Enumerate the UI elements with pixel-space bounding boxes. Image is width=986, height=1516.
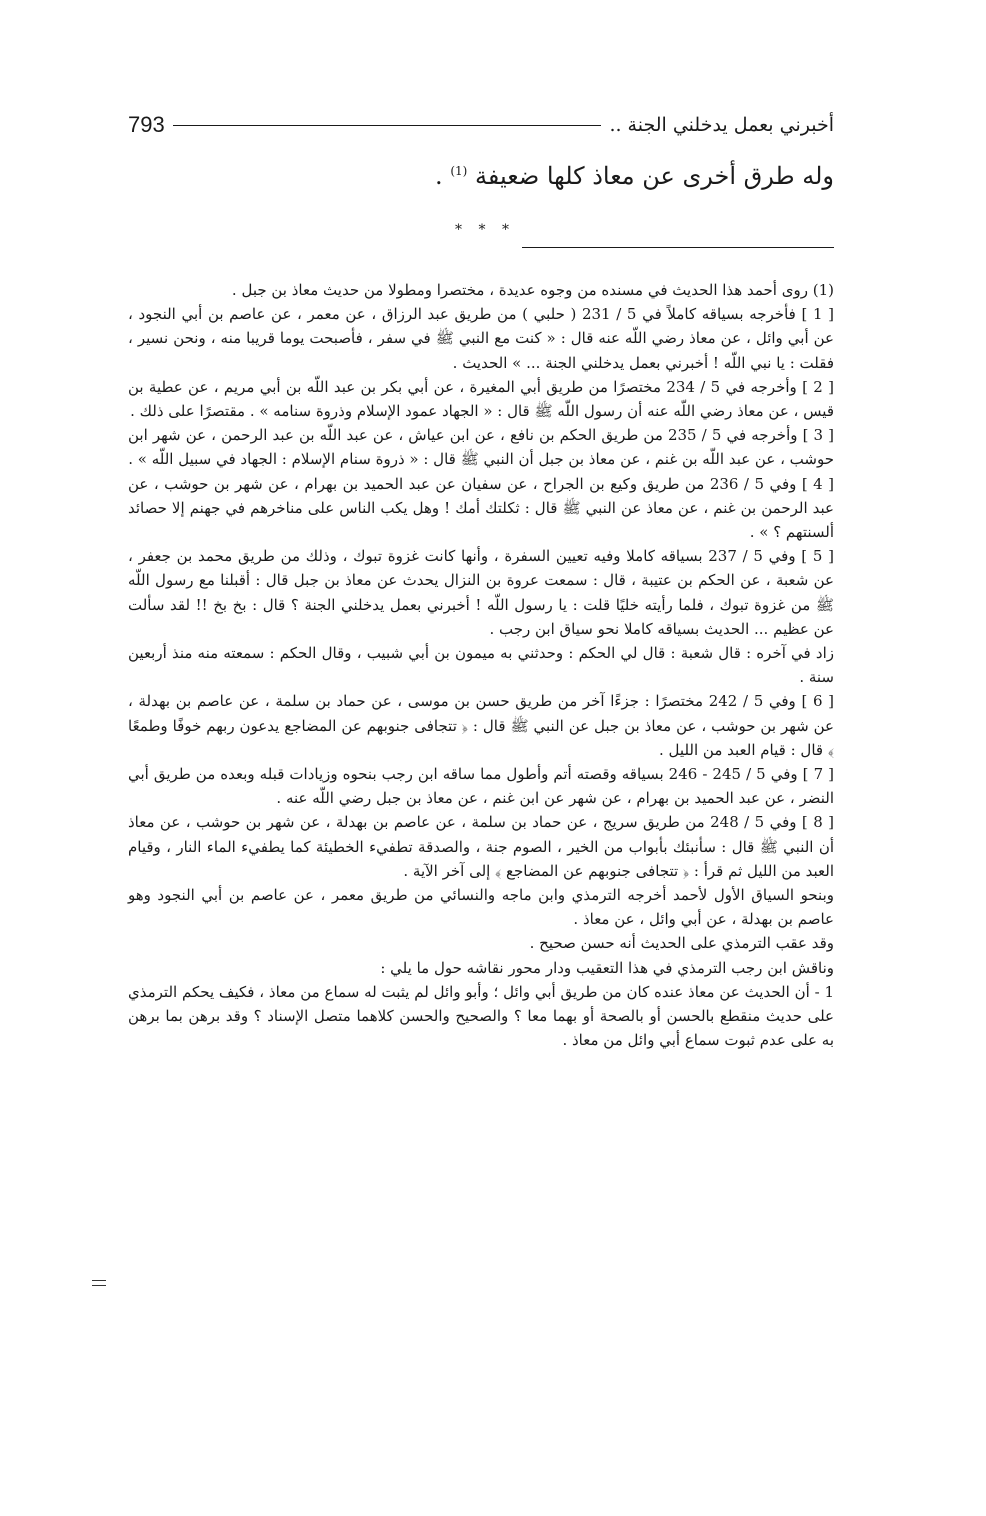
running-header-title: أخبرني بعمل يدخلني الجنة ..: [609, 114, 834, 136]
footnote-paragraph: [ 4 ] وفي 5 / 236 من طريق وكيع بن الجراح ، عن سفيان عن عبد الحميد بن بهرام ، عن شهر بن حوشب ، عن عبد الرحمن بن غنم ، عن معاذ عن النبي ﷺ قال : ثكلتك أمك ! وهل يكب الناس على مناخرهم في جهنم إلا حصائد ألسنتهم ؟ » .: [128, 474, 835, 542]
main-text-line: وله طرق أخرى عن معاذ كلها ضعيفة: [474, 162, 834, 190]
footnote-reference: (1): [450, 164, 468, 178]
footnote-paragraph: وبنحو السياق الأول لأحمد أخرجه الترمذي وابن ماجه والنسائي من طريق معمر ، عن عاصم بن أبي النجود وهو عاصم بن بهدلة ، عن أبي وائل ، عن معاذ .: [128, 886, 834, 929]
footnote-paragraph: [ 5 ] وفي 5 / 237 بسياقه كاملا وفيه تعيين السفرة ، وأنها كانت غزوة تبوك ، وذلك من طريق محمد بن جعفر ، عن شعبة ، عن الحكم بن عتيبة ، قال : سمعت عروة بن النزال يحدث عن معاذ بن جبل قال : أقبلنا مع رسول اللّه ﷺ من غزوة تبوك ، فلما رأيته خليًا قلت : يا رسول اللّه ! أخبرني بعمل يدخلني الجنة ؟ قال : بخ بخ !! لقد سألت عن عظيم ... الحديث بسياقه كاملا نحو سياق ابن رجب .: [128, 547, 834, 638]
footnote-paragraph: 1 - أن الحديث عن معاذ عنده كان من طريق أبي وائل ؛ وأبو وائل لم يثبت له سماع من معاذ ، فكيف يحكم الترمذي على حديث منقطع بالحسن أو بالصحة أو بهما معا ؟ والصحيح والحسن كلاهما متصل الإسناد ؟ وقد برهن بما برهن به على عدم ثبوت سماع أبي وائل من معاذ .: [128, 982, 834, 1050]
footnote-paragraph: [ 2 ] وأخرجه في 5 / 234 مختصرًا من طريق أبي المغيرة ، عن أبي بكر بن عبد اللّه بن أبي مريم ، عن عطية بن قيس ، عن معاذ رضي اللّه عنه أن رسول اللّه ﷺ قال : « الجهاد عمود الإسلام وذروة سنامه » . مقتصرًا على ذلك .: [128, 377, 835, 421]
footnote-paragraph: وقد عقب الترمذي على الحديث أنه حسن صحيح .: [529, 934, 834, 953]
footnote-paragraph: [ 7 ] وفي 5 / 245 - 246 بسياقه وقصته أتم وأطول مما ساقه ابن رجب بنحوه وزيادات قبله وبعده من طريق أبي النضر ، عن عبد الحميد بن بهرام ، عن شهر عن ابن غنم ، عن معاذ بن جبل رضي اللّه عنه .: [128, 765, 834, 808]
footnote-paragraph: وناقش ابن رجب الترمذي في هذا التعقيب ودار محور نقاشه حول ما يلي :: [380, 958, 834, 977]
header-rule: [173, 125, 602, 126]
footnotes-block: [128, 278, 834, 1053]
footnote-paragraph: (1) روى أحمد هذا الحديث في مسنده من وجوه عديدة ، مختصرا ومطولا من حديث معاذ بن جبل .: [231, 281, 834, 299]
section-separator: * * *: [455, 222, 515, 238]
margin-mark: [92, 1280, 106, 1286]
footnote-paragraph: [ 8 ] وفي 5 / 248 من طريق سريج ، عن حماد بن سلمة ، عن عاصم بن بهدلة ، عن شهر بن حوشب ، عن معاذ أن النبي ﷺ قال : سأنبئك بأبواب من الخير ، الصوم جنة ، والصدقة تطفيء الخطيئة كما يطفيء الماء النار ، وقيام العبد من الليل ثم قرأ : ﴿ تتجافى جنوبهم عن المضاجع ﴾ إلى آخر الآية .: [128, 813, 834, 880]
footnote-paragraph: زاد في آخره : قال شعبة : قال لي الحكم : وحدثني به ميمون بن أبي شبيب ، وقال الحكم : سمعته منه منذ أربعين سنة .: [128, 644, 834, 687]
footnote-rule: [522, 247, 834, 248]
running-header: [128, 108, 834, 142]
footnote-paragraph: [ 6 ] وفي 5 / 242 مختصرًا : جزءًا آخر من طريق حسن بن موسى ، عن حماد بن سلمة ، عن عاصم بن بهدلة ، عن شهر بن حوشب ، عن معاذ بن جبل عن النبي ﷺ قال : ﴿ تتجافى جنوبهم عن المضاجع يدعون ربهم خوفًا وطمعًا ﴾ قال : قيام العبد من الليل .: [128, 692, 834, 759]
footnote-paragraph: [ 3 ] وأخرجه في 5 / 235 من طريق الحكم بن نافع ، عن ابن عياش ، عن عبد اللّه بن عبد الرحمن ، عن شهر ابن حوشب ، عن عبد اللّه بن غنم ، عن معاذ بن جبل أن النبي ﷺ قال : « ذروة سنام الإسلام : الجهاد في سبيل اللّه » .: [128, 426, 835, 469]
main-text: [420, 162, 834, 190]
main-text-trailing: .: [435, 162, 443, 190]
page-number: 793: [128, 112, 165, 137]
footnote-paragraph: [ 1 ] فأخرجه بسياقه كاملاً في 5 / 231 ( حلبي ) من طريق عبد الرزاق ، عن معمر ، عن عاصم بن أبي النجود ، عن أبي وائل ، عن معاذ رضي اللّه عنه قال : « كنت مع النبي ﷺ في سفر ، فأصبحت يوما قريبا منه ، ونحن نسير ، فقلت : يا نبي اللّه ! أخبرني بعمل يدخلني الجنة ... » الحديث .: [128, 305, 835, 372]
